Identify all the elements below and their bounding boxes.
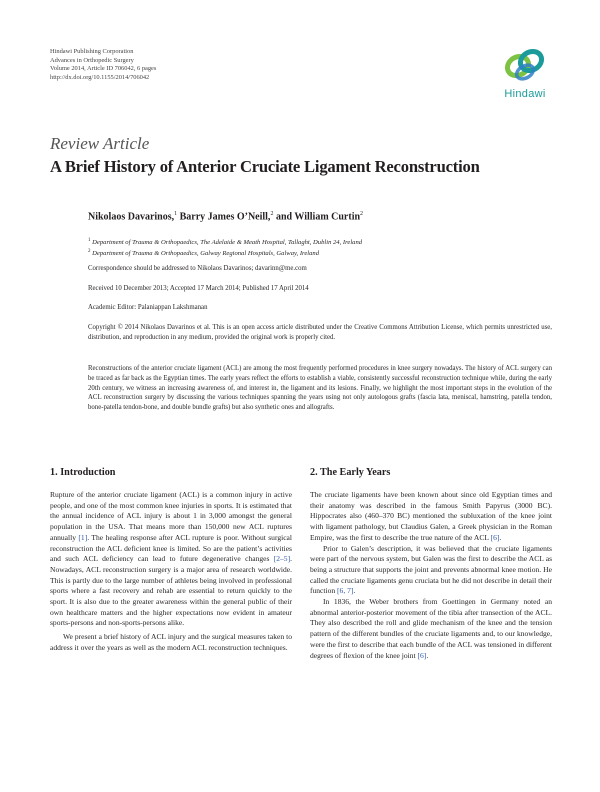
author-name: Barry James O’Neill,: [179, 211, 271, 223]
author-sup: 1: [174, 211, 178, 217]
text-run: . Nowadays, ACL reconstruction surgery is a major area of research worldwide. This is partly due to the large number of athletes being involved in professional sports where a fast recovery and rehab are essential to return quickly to the sport. It is also due to the greater awareness within the general public of their own healthcare matters and the higher expectations now evident in amateur sports-persons and non-sports-persons alike.: [50, 554, 292, 628]
column-right: [310, 490, 552, 661]
author-name: and William Curtin: [275, 211, 361, 223]
text-run: In 1836, the Weber brothers from Goettingen in Germany noted an abnormal anterior-posterior movement of the tibia after transection of the ACL. They also described the roll and glide mechanism of the knee and the tension pattern of the different bundles of the cruciate ligaments and, to our knowledge, were the first to describe that each bundle of the ACL was tensioned in different degrees of flexion of the knee joint: [310, 597, 552, 660]
text-run: Rupture of the anterior cruciate ligament (ACL) is a common injury in active people, and one of the most common knee injuries in sports. It is estimated that the annual incidence of ACL injury is about 1 in 3,000 amongst the general population in the USA. That means more than 150,000 new ACL ruptures annually: [50, 490, 292, 542]
volume-line: Volume 2014, Article ID 706042, 6 pages: [50, 65, 157, 73]
abstract: Reconstructions of the anterior cruciate ligament (ACL) are among the most frequently performed procedures in knee surgery nowadays. The history of ACL surgery can be traced as far back as the Egyptian times. The early years reflect the efforts to establish a viable, consistently successful reconstruction technique while, during the early 20th century, we witness an increasing awareness of, and interest in, the ligament and its lesions. Finally, we highlight the most important steps in the evolution of the ACL reconstruction surgery by discussing the various techniques spanning the years using not only autologous grafts (fascia lata, meniscal, hamstring, patella tendon, bone-patella tendon-bone, and double bundle grafts) but also synthetic ones and allografts.: [88, 365, 552, 412]
citation-link[interactable]: [6]: [490, 532, 500, 542]
section-title-early-years: 2. The Early Years: [310, 467, 391, 478]
paragraph: We present a brief history of ACL injury and the surgical measures taken to address it over the years as well as the modern ACL reconstruction techniques.: [50, 632, 292, 652]
paragraph: [50, 490, 292, 629]
academic-editor: Academic Editor: Palaniappan Lakshmanan: [88, 304, 208, 311]
author-sup: 2: [360, 211, 364, 217]
paragraph: [310, 544, 552, 598]
text-run: Prior to Galen’s description, it was believed that the cruciate ligaments were part of the nervous system, but Galen was the first to describe the ACL as being a structure that supports the joint and prevents abnormal knee motion. He called the cruciate ligaments genu cruciata but he did not describe in detail their function: [310, 543, 552, 596]
text-run: .: [426, 650, 429, 660]
section-title-introduction: 1. Introduction: [50, 467, 116, 478]
correspondence: Correspondence should be addressed to Nikolaos Davarinos; davarinn@me.com: [88, 265, 307, 272]
affiliation-text: Department of Trauma & Orthopaedics, The Adelaide & Meath Hospital, Tallaght, Dublin 24, Ireland: [92, 239, 363, 247]
logo-wordmark: Hindawi: [504, 88, 546, 100]
doi-link[interactable]: http://dx.doi.org/10.1155/2014/706042: [50, 73, 150, 81]
citation-link[interactable]: [1]: [78, 532, 88, 542]
affiliation-sup: 1: [88, 238, 91, 243]
journal-header: [50, 48, 156, 82]
author-list: [88, 211, 363, 222]
author-sup: 2: [270, 211, 274, 217]
article-title: A Brief History of Anterior Cruciate Ligament Reconstruction: [50, 157, 480, 176]
affiliation-text: Department of Trauma & Orthopaedics, Galway Regional Hospitals, Galway, Ireland: [92, 250, 320, 258]
text-run: The cruciate ligaments have been known about since old Egyptian times and their anatomy was described in the famous Smith Papyrus (3000 BC). Hippocrates also (460–370 BC) mentioned the subluxation of the knee joint with ligament pathology, but Claudius Galen, a Greek physician in the Roman Empire, was the first to describe the true nature of the ACL: [310, 490, 552, 542]
article-type: Review Article: [50, 134, 150, 153]
citation-link[interactable]: [2–5]: [273, 554, 291, 564]
dates-line: Received 10 December 2013; Accepted 17 March 2014; Published 17 April 2014: [88, 285, 309, 292]
citation-link[interactable]: [6, 7]: [337, 586, 354, 596]
affiliation-sup: 2: [88, 249, 91, 254]
journal-name: Advances in Orthopedic Surgery: [50, 56, 134, 64]
hindawi-logo-icon: [503, 44, 547, 84]
paragraph: [310, 490, 552, 544]
text-run: .: [353, 586, 356, 596]
paragraph: [310, 597, 552, 661]
text-run: . The healing response after ACL rupture is poor. Without surgical reconstruction the ACL deficient knee is limited. So are the patient’s activities and such ACL deficiency can lead to future degenerative changes: [50, 532, 293, 564]
affiliation: [88, 247, 319, 258]
hindawi-logo: [497, 44, 555, 104]
copyright-notice: Copyright © 2014 Nikolaos Davarinos et al. This is an open access article distributed under the Creative Commons Attribution License, which permits unrestricted use, distribution, and reproduction in any medium, provided the original work is properly cited.: [88, 324, 552, 341]
author-name: Nikolaos Davarinos,: [88, 211, 175, 223]
affiliation: [88, 236, 362, 247]
citation-link[interactable]: [6]: [417, 650, 427, 660]
publisher-line: Hindawi Publishing Corporation: [50, 48, 134, 55]
text-run: .: [499, 532, 502, 542]
column-left: [50, 490, 292, 654]
